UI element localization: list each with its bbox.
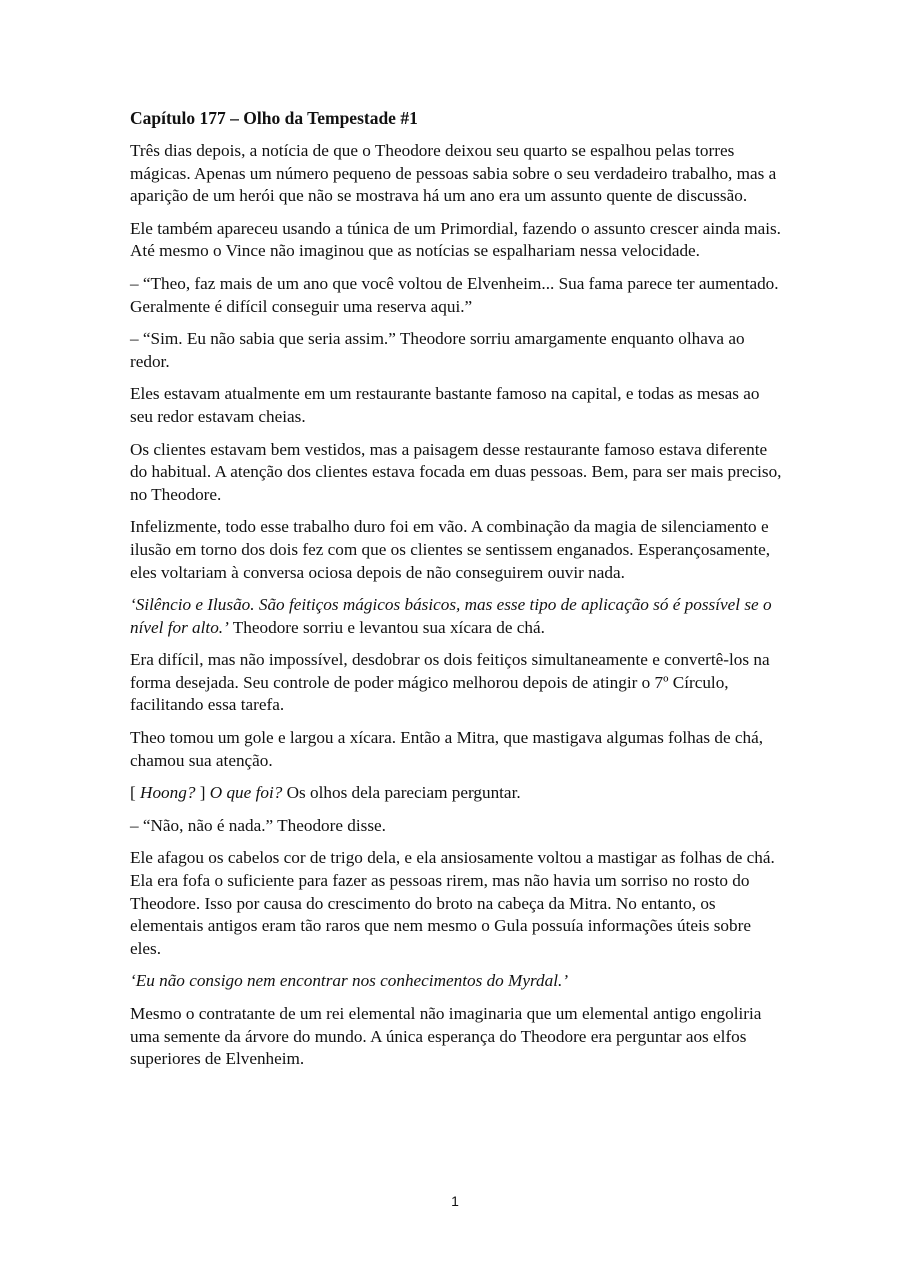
paragraph xyxy=(130,594,785,639)
paragraph xyxy=(130,328,785,373)
text-run: Eles estavam atualmente em um restaurante bastante famoso na capital, e todas as mesas ao seu redor estavam cheias. xyxy=(130,384,760,426)
paragraph xyxy=(130,439,785,507)
paragraph xyxy=(130,847,785,960)
paragraph xyxy=(130,140,785,208)
text-run: ] xyxy=(195,783,210,803)
italic-text-run: Hoong? xyxy=(140,783,196,803)
text-run: Theo tomou um gole e largou a xícara. Então a Mitra, que mastigava algumas folhas de chá, chamou sua atenção. xyxy=(130,728,764,770)
paragraph xyxy=(130,649,785,717)
italic-text-run: ‘Eu não consigo nem encontrar nos conhecimentos do Myrdal.’ xyxy=(130,971,569,991)
paragraph xyxy=(130,970,785,993)
paragraph xyxy=(130,727,785,772)
text-run: Theodore sorriu e levantou sua xícara de chá. xyxy=(228,617,545,637)
paragraph xyxy=(130,1003,785,1071)
page-content xyxy=(130,106,785,1081)
paragraph xyxy=(130,782,785,805)
paragraph xyxy=(130,383,785,428)
text-run: – “Não, não é nada.” Theodore disse. xyxy=(130,815,386,835)
text-run: Era difícil, mas não impossível, desdobrar os dois feitiços simultaneamente e convertê-los na forma desejada. Seu controle de poder mágico melhorou depois de atingir o 7º Círculo, facilitando essa tarefa. xyxy=(130,650,770,715)
text-run: – “Theo, faz mais de um ano que você voltou de Elvenheim... Sua fama parece ter aumentado. Geralmente é difícil conseguir uma reserva aqui.” xyxy=(130,273,779,316)
text-run: – “Sim. Eu não sabia que seria assim.” Theodore sorriu amargamente enquanto olhava ao redor. xyxy=(130,329,745,371)
paragraph xyxy=(130,815,785,838)
paragraph xyxy=(130,516,785,584)
text-run: Os clientes estavam bem vestidos, mas a paisagem desse restaurante famoso estava diferente do habitual. A atenção dos clientes estava focada em duas pessoas. Bem, para ser mais preciso, no Theodore. xyxy=(130,439,782,504)
paragraph xyxy=(130,273,785,318)
text-run: Três dias depois, a notícia de que o Theodore deixou seu quarto se espalhou pelas torres mágicas. Apenas um número pequeno de pessoas sabia sobre o seu verdadeiro trabalho, mas a aparição de um herói que não se mostrava há um ano era um assunto quente de discussão. xyxy=(130,141,777,206)
italic-text-run: O que foi? xyxy=(209,783,283,803)
italic-text-run: ‘Silêncio e Ilusão. São feitiços mágicos básicos, mas esse tipo de aplicação só é possível se o nível for alto.’ xyxy=(130,595,772,637)
page-number: 1 xyxy=(451,1193,459,1209)
text-run: Infelizmente, todo esse trabalho duro foi em vão. A combinação da magia de silenciamento e ilusão em torno dos dois fez com que os clientes se sentissem enganados. Esperançosamente, eles voltariam à conversa ociosa depois de não conseguirem ouvir nada. xyxy=(130,517,771,582)
text-run: [ xyxy=(130,783,141,803)
text-run: Os olhos dela pareciam perguntar. xyxy=(282,783,521,803)
text-run: Mesmo o contratante de um rei elemental não imaginaria que um elemental antigo engoliria uma semente da árvore do mundo. A única esperança do Theodore era perguntar aos elfos superiores de Elvenheim. xyxy=(130,1004,762,1069)
chapter-title: Capítulo 177 – Olho da Tempestade #1 xyxy=(130,108,418,128)
text-run: Ele afagou os cabelos cor de trigo dela, e ela ansiosamente voltou a mastigar as folhas de chá. Ela era fofa o suficiente para fazer as pessoas rirem, mas não havia um sorriso no rosto do Theodore. Isso por causa do crescimento do broto na cabeça da Mitra. No entanto, os elementais antigos eram tão raros que nem mesmo o Gula possuía informações úteis sobre eles. xyxy=(130,848,775,958)
paragraph xyxy=(130,218,785,263)
text-run: Ele também apareceu usando a túnica de um Primordial, fazendo o assunto crescer ainda mais. Até mesmo o Vince não imaginou que as notícias se espalhariam nessa velocidade. xyxy=(130,218,781,261)
paragraph-list xyxy=(130,140,785,1071)
